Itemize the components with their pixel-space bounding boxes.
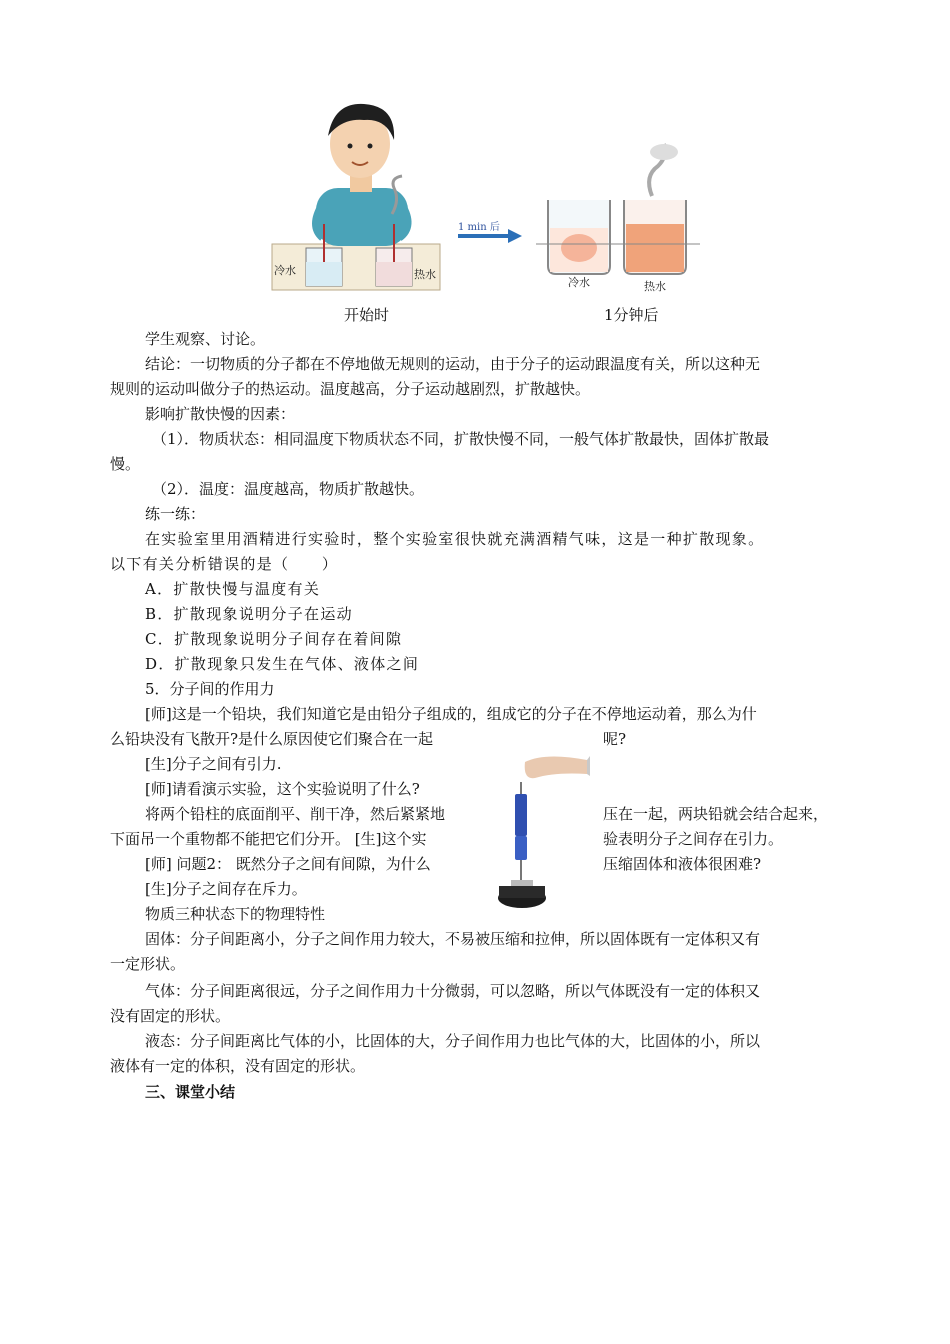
arrow-head-icon [508, 229, 522, 243]
arrow-label: 1 min 后 [458, 222, 500, 233]
text-line: 规则的运动叫做分子的热运动。温度越高，分子运动越剧烈，扩散越快。 [110, 380, 591, 398]
cold-label-left: 冷水 [274, 264, 296, 277]
option-d: D．扩散现象只发生在气体、液体之间 [145, 655, 420, 673]
caption-start: 开始时 [344, 306, 390, 324]
hot-beaker-after [624, 144, 686, 274]
hot-label-left: 热水 [414, 268, 436, 281]
text-line: （2）．温度：温度越高，物质扩散越快。 [152, 480, 425, 498]
text-line: 液态：分子间距离比气体的小，比固体的大，分子间作用力也比气体的大，比固体的小，所以 [145, 1032, 761, 1050]
text-line: 学生观察、讨论。 [145, 330, 266, 348]
text-line: 慢。 [110, 455, 141, 473]
lead-cylinder-photo [495, 752, 590, 912]
text-line: 影响扩散快慢的因素： [145, 405, 296, 423]
text-line: 么铅块没有飞散开?是什么原因使它们聚合在一起 [110, 730, 434, 748]
text-line: 练一练： [145, 505, 206, 523]
text-line: （1）．物质状态：相同温度下物质状态不同，扩散快慢不同，一般气体扩散最快，固体扩散最 [152, 430, 770, 448]
text-line: 固体：分子间距离小，分子之间作用力较大，不易被压缩和拉伸，所以固体既有一定体积又有 [145, 930, 761, 948]
option-a: A．扩散快慢与温度有关 [145, 580, 321, 598]
text-line: 将两个铅柱的底面削平、削干净，然后紧紧地 [145, 805, 446, 823]
text-line: 下面吊一个重物都不能把它们分开。 [生]这个实 [110, 830, 427, 848]
section-heading: 5．分子间的作用力 [145, 680, 275, 698]
text-line: 压在一起，两块铅就会结合起来， [603, 805, 829, 823]
text-line: [生]分子之间有引力. [145, 755, 282, 773]
text-line: [师]请看演示实验，这个实验说明了什么? [145, 780, 420, 798]
cold-beaker-after [548, 200, 610, 274]
text-line: [生]分子之间存在斥力。 [145, 880, 307, 898]
text-line: 结论：一切物质的分子都在不停地做无规则的运动，由于分子的运动跟温度有关，所以这种无 [145, 355, 761, 373]
caption-after: 1分钟后 [604, 306, 659, 324]
option-c: C．扩散现象说明分子间存在着间隙 [145, 630, 403, 648]
text-line: 呢? [603, 730, 627, 748]
lead-cylinder-illustration [495, 752, 590, 912]
text-line: 物质三种状态下的物理特性 [145, 905, 326, 923]
diffusion-illustration [268, 96, 700, 296]
text-line: [师]这是一个铅块，我们知道它是由铅分子组成的，组成它的分子在不停地运动着，那么为什 [145, 705, 757, 723]
text-line: 气体：分子间距离很远，分子之间作用力十分微弱，可以忽略，所以气体既没有一定的体积又 [145, 982, 761, 1000]
text-line: 在实验室里用酒精进行实验时，整个实验室很快就充满酒精气味，这是一种扩散现象。 [145, 530, 765, 548]
hot-label-right: 热水 [644, 280, 666, 293]
table [272, 244, 440, 290]
cold-label-right: 冷水 [568, 276, 590, 289]
diffusion-experiment-figure [268, 96, 700, 296]
text-line: 没有固定的形状。 [110, 1007, 231, 1025]
text-line: 以下有关分析错误的是（ ） [110, 555, 339, 573]
option-b: B．扩散现象说明分子在运动 [145, 605, 353, 623]
text-line: 液体有一定的体积，没有固定的形状。 [110, 1057, 366, 1075]
section-heading-summary: 三、课堂小结 [145, 1083, 236, 1101]
text-line: 验表明分子之间存在引力。 [603, 830, 784, 848]
text-line: [师] 问题2： 既然分子之间有间隙，为什么 [145, 855, 431, 873]
text-line: 一定形状。 [110, 955, 186, 973]
text-line: 压缩固体和液体很困难? [603, 855, 762, 873]
